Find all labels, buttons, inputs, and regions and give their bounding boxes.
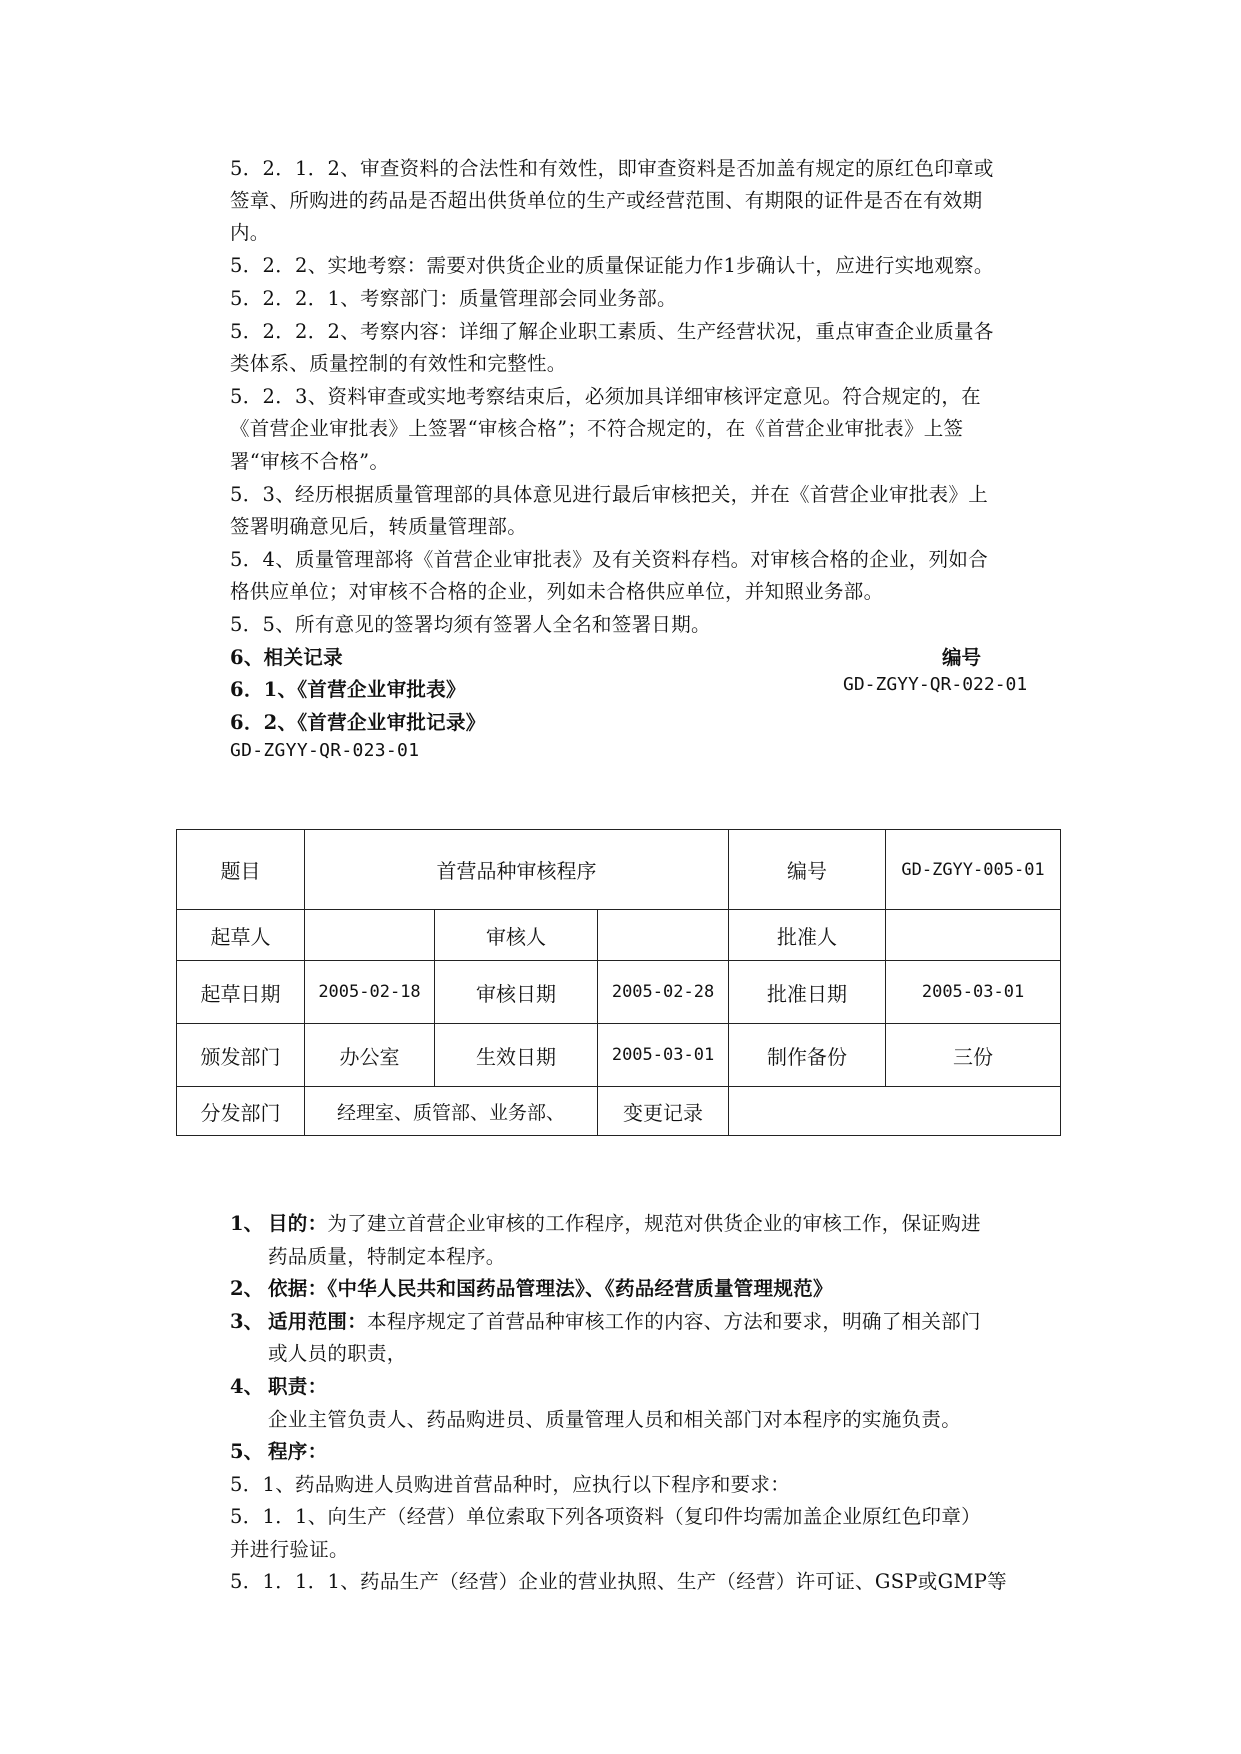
section-text: 为了建立首营企业审核的工作程序，规范对供货企业的审核工作，保证购进 [327,1212,981,1235]
document-info-table [176,829,1061,1136]
drafter-label: 起草人 [177,910,305,961]
text-line: 5．1．1．1、药品生产（经营）企业的营业执照、生产（经营）许可证、GSP或GMP等 [230,1570,1007,1593]
text-line: 签署明确意见后，转质量管理部。 [230,515,528,538]
drafter-value [305,910,435,961]
text-line: 并进行验证。 [230,1538,349,1561]
text-line: 5．2．2、实地考察：需要对供货企业的质量保证能力作1步确认十，应进行实地观察。 [230,254,994,277]
text-line: 5．5、所有意见的签署均须有签署人全名和签署日期。 [230,613,711,636]
draft-date: 2005-02-18 [305,961,435,1024]
record-item: 6．1、《首营企业审批表》 [230,678,466,701]
section-heading: 职责： [268,1375,328,1398]
reviewer-label: 审核人 [435,910,598,961]
text-line: 5．2．2．2、考察内容：详细了解企业职工素质、生产经营状况，重点审查企业质量各 [230,320,994,343]
record-code: GD-ZGYY-QR-023-01 [230,740,420,761]
text-line: 署“审核不合格”。 [230,450,390,473]
code-label: 编号 [729,830,886,910]
section-text: 或人员的职责， [268,1342,407,1365]
section-number: 3、 [230,1310,264,1333]
change-record-value [729,1087,1061,1136]
title-value: 首营品种审核程序 [305,830,729,910]
records-heading: 6、相关记录 [230,646,343,669]
review-date-label: 审核日期 [435,961,598,1024]
text-line: 5．1、药品购进人员购进首营品种时，应执行以下程序和要求： [230,1473,791,1496]
section-basis: 依据：《中华人民共和国药品管理法》、《药品经营质量管理规范》 [268,1277,833,1300]
section-heading: 适用范围： [268,1310,368,1333]
section-text: 企业主管负责人、药品购进员、质量管理人员和相关部门对本程序的实施负责。 [268,1408,962,1431]
text-line: 5．2．1．2、审查资料的合法性和有效性，即审查资料是否加盖有规定的原红色印章或 [230,157,994,180]
text-line: 签章、所购进的药品是否超出供货单位的生产或经营范围、有期限的证件是否在有效期 [230,189,983,212]
copies-label: 制作备份 [729,1024,886,1087]
text-line: 5．4、质量管理部将《首营企业审批表》及有关资料存档。对审核合格的企业，列如合 [230,548,989,571]
draft-date-label: 起草日期 [177,961,305,1024]
approver-label: 批准人 [729,910,886,961]
distribution-value: 经理室、质管部、业务部、 [305,1087,598,1136]
section-scope [268,1306,981,1334]
records-code-heading: 编号 [942,646,982,669]
effective-date: 2005-03-01 [598,1024,729,1087]
reviewer-value [598,910,729,961]
section-text: 本程序规定了首营品种审核工作的内容、方法和要求，明确了相关部门 [367,1310,981,1333]
effective-date-label: 生效日期 [435,1024,598,1087]
record-code: GD-ZGYY-QR-022-01 [843,674,1028,695]
record-item: 6．2、《首营企业审批记录》 [230,711,486,734]
text-line: 《首营企业审批表》上签署“审核合格”；不符合规定的，在《首营企业审批表》上签 [230,417,964,440]
issue-dept-label: 颁发部门 [177,1024,305,1087]
section-heading: 目的： [268,1212,328,1235]
section-number: 4、 [230,1375,264,1398]
change-record-label: 变更记录 [598,1087,729,1136]
section-number: 5、 [230,1440,264,1463]
text-line: 内。 [230,221,270,244]
distribution-label: 分发部门 [177,1087,305,1136]
title-label: 题目 [177,830,305,910]
text-line: 类体系、质量控制的有效性和完整性。 [230,352,567,375]
text-line: 5．2．3、资料审查或实地考察结束后，必须加具详细审核评定意见。符合规定的，在 [230,385,981,408]
review-date: 2005-02-28 [598,961,729,1024]
issue-dept: 办公室 [305,1024,435,1087]
section-heading: 程序： [268,1440,328,1463]
text-line: 5．1．1、向生产（经营）单位索取下列各项资料（复印件均需加盖企业原红色印章） [230,1505,981,1528]
section-number: 2、 [230,1277,264,1300]
code-value: GD-ZGYY-005-01 [886,830,1061,910]
section-number: 1、 [230,1212,264,1235]
text-line: 5．2．2．1、考察部门：质量管理部会同业务部。 [230,287,677,310]
section-text: 药品质量，特制定本程序。 [268,1245,506,1268]
approve-date: 2005-03-01 [886,961,1061,1024]
text-line: 格供应单位；对审核不合格的企业，列如未合格供应单位，并知照业务部。 [230,580,884,603]
copies-value: 三份 [886,1024,1061,1087]
section-purpose [268,1208,981,1236]
approver-value [886,910,1061,961]
text-line: 5．3、经历根据质量管理部的具体意见进行最后审核把关，并在《首营企业审批表》上 [230,483,989,506]
approve-date-label: 批准日期 [729,961,886,1024]
